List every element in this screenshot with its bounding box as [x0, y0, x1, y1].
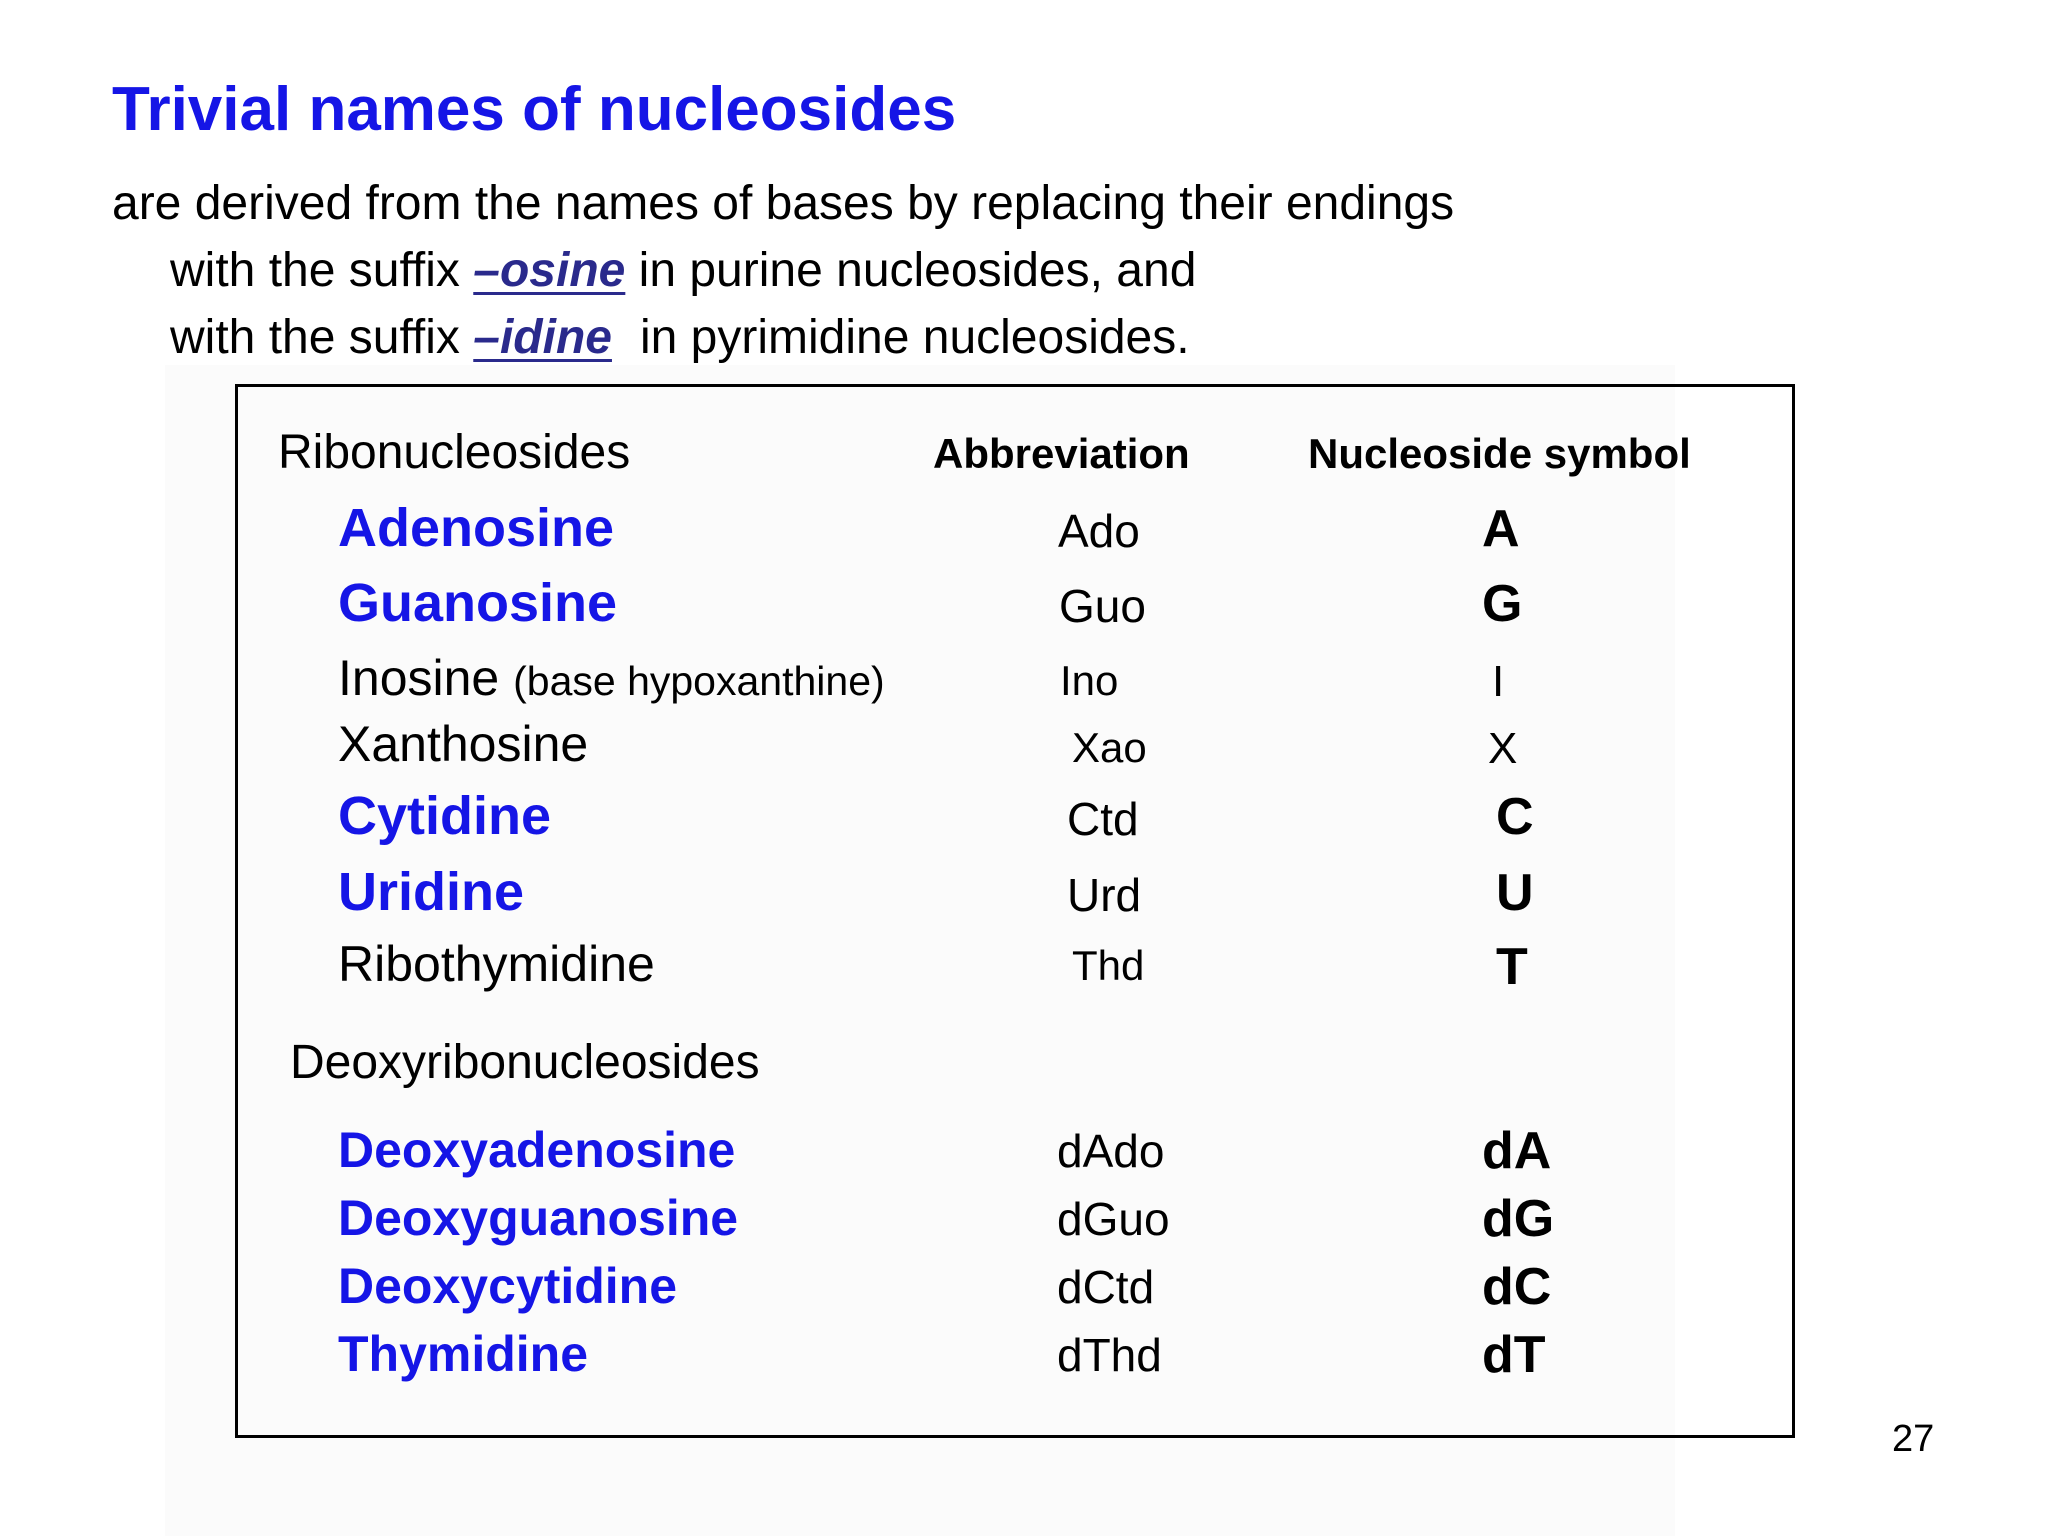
ribo-name: Cytidine	[338, 786, 552, 846]
ribo-symbol: T	[1496, 938, 1528, 996]
deoxy-abbreviation: dAdo	[1057, 1125, 1165, 1177]
intro-line-2-rest: in purine nucleosides, and	[625, 244, 1197, 297]
ribo-abbreviation: Ado	[1058, 505, 1140, 557]
symbol-column-header: Nucleoside symbol	[1308, 430, 1691, 477]
deoxy-symbol: dC	[1482, 1258, 1552, 1316]
deoxy-symbol: dT	[1482, 1326, 1546, 1384]
ribo-abbreviation: Thd	[1072, 942, 1145, 989]
intro-line-2	[112, 237, 1454, 304]
nucleoside-table	[235, 384, 1795, 1438]
deoxy-symbol: dG	[1482, 1190, 1555, 1248]
page-number: 27	[1892, 1418, 1935, 1460]
suffix-osine: –osine	[473, 244, 626, 297]
slide-title: Trivial names of nucleosides	[112, 75, 957, 144]
ribo-abbreviation: Ctd	[1067, 793, 1139, 845]
ribo-abbreviation: Urd	[1067, 869, 1142, 921]
ribo-symbol: G	[1482, 575, 1523, 633]
deoxy-abbreviation: dCtd	[1057, 1261, 1155, 1313]
ribo-symbol: C	[1496, 788, 1534, 846]
ribo-symbol: I	[1492, 657, 1505, 706]
intro-line-3-prefix: with the suffix	[170, 311, 474, 364]
ribo-abbreviation: Guo	[1059, 580, 1146, 632]
ribo-name: Uridine	[338, 862, 525, 922]
ribo-name: Ribothymidine	[338, 936, 655, 992]
suffix-idine-wrap	[473, 311, 640, 364]
intro-line-2-prefix: with the suffix	[170, 244, 474, 297]
ribo-symbol: U	[1496, 864, 1534, 922]
deoxy-abbreviation: dThd	[1057, 1329, 1162, 1381]
ribo-name: Adenosine	[338, 498, 615, 558]
suffix-idine: –idine	[473, 311, 612, 364]
intro-line-3	[112, 304, 1454, 371]
intro-paragraph	[112, 170, 1454, 371]
ribo-name	[338, 649, 885, 707]
deoxy-name: Deoxyguanosine	[338, 1190, 739, 1246]
deoxy-abbreviation: dGuo	[1057, 1193, 1170, 1245]
ribo-abbreviation: Ino	[1060, 657, 1119, 704]
ribo-abbreviation: Xao	[1072, 724, 1147, 771]
deoxy-name: Thymidine	[338, 1326, 589, 1382]
ribo-name-note: (base hypoxanthine)	[513, 658, 885, 704]
ribo-name-text: Inosine	[338, 650, 514, 706]
ribonucleosides-heading: Ribonucleosides	[278, 426, 631, 479]
ribo-symbol: A	[1482, 500, 1520, 558]
intro-line-3-rest: in pyrimidine nucleosides.	[639, 311, 1190, 364]
deoxy-symbol: dA	[1482, 1122, 1552, 1180]
abbreviation-column-header: Abbreviation	[933, 430, 1190, 477]
intro-line-1: are derived from the names of bases by replacing their endings	[112, 177, 1455, 230]
deoxy-name: Deoxycytidine	[338, 1258, 678, 1314]
ribo-name: Xanthosine	[338, 716, 589, 772]
deoxy-name: Deoxyadenosine	[338, 1122, 736, 1178]
ribo-name: Guanosine	[338, 573, 618, 633]
ribo-symbol: X	[1488, 724, 1518, 773]
deoxyribonucleosides-heading: Deoxyribonucleosides	[290, 1036, 760, 1089]
